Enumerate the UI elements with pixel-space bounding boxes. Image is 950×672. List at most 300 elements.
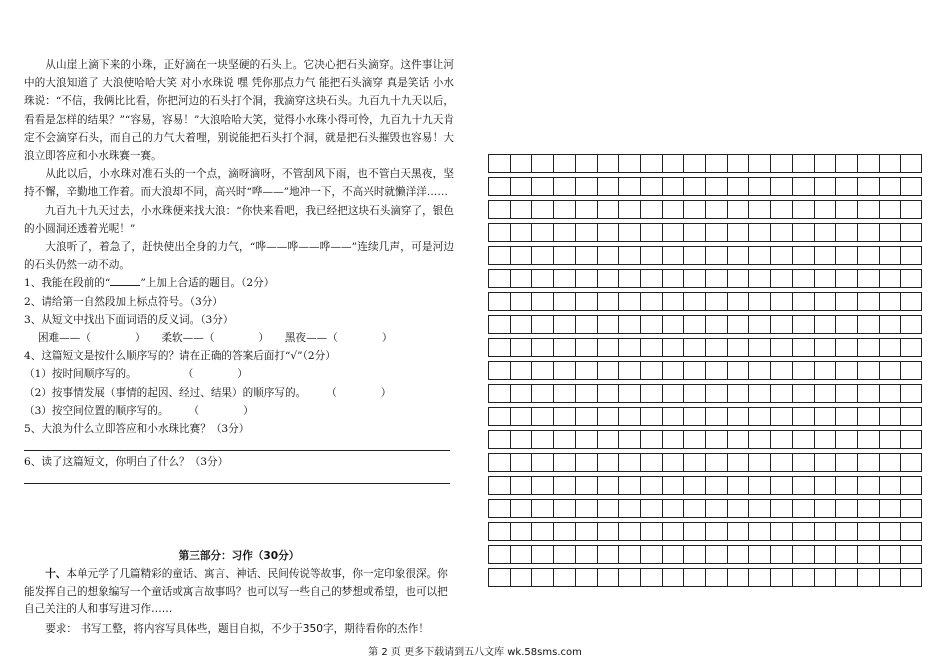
grid-cell[interactable] — [553, 200, 575, 219]
grid-cell[interactable] — [575, 154, 597, 173]
grid-cell[interactable] — [814, 269, 836, 288]
grid-cell[interactable] — [618, 522, 640, 541]
grid-cell[interactable] — [531, 430, 553, 449]
grid-cell[interactable] — [531, 568, 553, 587]
grid-cell[interactable] — [900, 223, 922, 242]
grid-cell[interactable] — [640, 177, 662, 196]
grid-cell[interactable] — [727, 430, 749, 449]
grid-cell[interactable] — [835, 476, 857, 495]
grid-cell[interactable] — [814, 292, 836, 311]
grid-cell[interactable] — [531, 545, 553, 564]
grid-cell[interactable] — [531, 315, 553, 334]
grid-cell[interactable] — [662, 407, 684, 426]
grid-cell[interactable] — [814, 407, 836, 426]
grid-cell[interactable] — [900, 200, 922, 219]
grid-cell[interactable] — [835, 292, 857, 311]
grid-cell[interactable] — [575, 568, 597, 587]
grid-cell[interactable] — [705, 384, 727, 403]
grid-cell[interactable] — [835, 223, 857, 242]
grid-cell[interactable] — [683, 545, 705, 564]
grid-cell[interactable] — [618, 476, 640, 495]
grid-cell[interactable] — [618, 177, 640, 196]
grid-cell[interactable] — [879, 292, 901, 311]
grid-cell[interactable] — [488, 453, 510, 472]
grid-cell[interactable] — [705, 338, 727, 357]
grid-cell[interactable] — [618, 223, 640, 242]
grid-cell[interactable] — [857, 499, 879, 518]
grid-cell[interactable] — [488, 361, 510, 380]
grid-cell[interactable] — [705, 476, 727, 495]
composition-grid[interactable] — [488, 154, 922, 587]
grid-cell[interactable] — [770, 430, 792, 449]
grid-cell[interactable] — [575, 545, 597, 564]
grid-cell[interactable] — [640, 522, 662, 541]
grid-cell[interactable] — [705, 499, 727, 518]
grid-cell[interactable] — [640, 154, 662, 173]
grid-cell[interactable] — [748, 154, 770, 173]
grid-cell[interactable] — [814, 315, 836, 334]
grid-cell[interactable] — [510, 430, 532, 449]
grid-cell[interactable] — [705, 453, 727, 472]
grid-cell[interactable] — [597, 361, 619, 380]
grid-cell[interactable] — [640, 338, 662, 357]
grid-cell[interactable] — [531, 407, 553, 426]
grid-cell[interactable] — [683, 154, 705, 173]
grid-cell[interactable] — [835, 338, 857, 357]
grid-cell[interactable] — [683, 177, 705, 196]
grid-cell[interactable] — [597, 476, 619, 495]
grid-cell[interactable] — [510, 545, 532, 564]
grid-cell[interactable] — [727, 269, 749, 288]
grid-cell[interactable] — [662, 246, 684, 265]
grid-cell[interactable] — [792, 315, 814, 334]
grid-cell[interactable] — [748, 522, 770, 541]
question-6-answer-line[interactable] — [24, 471, 450, 484]
grid-cell[interactable] — [879, 177, 901, 196]
grid-cell[interactable] — [770, 384, 792, 403]
grid-cell[interactable] — [900, 292, 922, 311]
grid-cell[interactable] — [510, 361, 532, 380]
grid-cell[interactable] — [835, 154, 857, 173]
grid-cell[interactable] — [770, 545, 792, 564]
grid-cell[interactable] — [683, 361, 705, 380]
grid-cell[interactable] — [640, 269, 662, 288]
grid-cell[interactable] — [553, 384, 575, 403]
grid-cell[interactable] — [879, 545, 901, 564]
grid-cell[interactable] — [531, 361, 553, 380]
grid-cell[interactable] — [640, 568, 662, 587]
grid-cell[interactable] — [748, 430, 770, 449]
grid-cell[interactable] — [857, 154, 879, 173]
grid-cell[interactable] — [510, 269, 532, 288]
grid-cell[interactable] — [683, 499, 705, 518]
grid-cell[interactable] — [640, 407, 662, 426]
grid-cell[interactable] — [683, 338, 705, 357]
grid-cell[interactable] — [575, 476, 597, 495]
grid-cell[interactable] — [618, 407, 640, 426]
grid-cell[interactable] — [900, 384, 922, 403]
grid-cell[interactable] — [727, 522, 749, 541]
grid-cell[interactable] — [531, 292, 553, 311]
grid-cell[interactable] — [510, 154, 532, 173]
grid-cell[interactable] — [705, 200, 727, 219]
grid-cell[interactable] — [597, 407, 619, 426]
grid-cell[interactable] — [705, 568, 727, 587]
grid-cell[interactable] — [488, 200, 510, 219]
grid-cell[interactable] — [727, 177, 749, 196]
grid-cell[interactable] — [792, 154, 814, 173]
grid-cell[interactable] — [488, 499, 510, 518]
grid-cell[interactable] — [814, 568, 836, 587]
grid-cell[interactable] — [597, 223, 619, 242]
grid-cell[interactable] — [488, 269, 510, 288]
grid-cell[interactable] — [857, 384, 879, 403]
grid-cell[interactable] — [835, 545, 857, 564]
grid-cell[interactable] — [748, 568, 770, 587]
grid-cell[interactable] — [748, 246, 770, 265]
grid-cell[interactable] — [640, 246, 662, 265]
grid-cell[interactable] — [531, 154, 553, 173]
grid-cell[interactable] — [727, 246, 749, 265]
grid-cell[interactable] — [857, 361, 879, 380]
grid-cell[interactable] — [792, 407, 814, 426]
grid-cell[interactable] — [553, 407, 575, 426]
grid-cell[interactable] — [488, 545, 510, 564]
grid-cell[interactable] — [770, 499, 792, 518]
grid-cell[interactable] — [640, 453, 662, 472]
grid-cell[interactable] — [792, 246, 814, 265]
grid-cell[interactable] — [597, 269, 619, 288]
grid-cell[interactable] — [510, 568, 532, 587]
grid-cell[interactable] — [488, 177, 510, 196]
grid-cell[interactable] — [900, 522, 922, 541]
grid-cell[interactable] — [597, 154, 619, 173]
grid-cell[interactable] — [900, 269, 922, 288]
grid-cell[interactable] — [597, 200, 619, 219]
grid-cell[interactable] — [510, 223, 532, 242]
grid-cell[interactable] — [857, 292, 879, 311]
grid-cell[interactable] — [900, 499, 922, 518]
grid-cell[interactable] — [705, 315, 727, 334]
grid-cell[interactable] — [900, 545, 922, 564]
grid-cell[interactable] — [792, 476, 814, 495]
grid-cell[interactable] — [553, 568, 575, 587]
grid-cell[interactable] — [618, 154, 640, 173]
grid-cell[interactable] — [575, 177, 597, 196]
grid-cell[interactable] — [705, 246, 727, 265]
grid-cell[interactable] — [683, 568, 705, 587]
grid-cell[interactable] — [857, 315, 879, 334]
grid-cell[interactable] — [792, 568, 814, 587]
grid-cell[interactable] — [510, 407, 532, 426]
grid-cell[interactable] — [531, 177, 553, 196]
grid-cell[interactable] — [618, 315, 640, 334]
grid-cell[interactable] — [900, 453, 922, 472]
grid-cell[interactable] — [640, 384, 662, 403]
grid-cell[interactable] — [575, 384, 597, 403]
grid-cell[interactable] — [814, 545, 836, 564]
grid-cell[interactable] — [662, 361, 684, 380]
grid-cell[interactable] — [640, 315, 662, 334]
grid-cell[interactable] — [727, 154, 749, 173]
grid-cell[interactable] — [900, 338, 922, 357]
grid-cell[interactable] — [553, 315, 575, 334]
grid-cell[interactable] — [770, 315, 792, 334]
grid-cell[interactable] — [727, 200, 749, 219]
grid-cell[interactable] — [900, 476, 922, 495]
grid-cell[interactable] — [488, 223, 510, 242]
grid-cell[interactable] — [748, 361, 770, 380]
grid-cell[interactable] — [770, 200, 792, 219]
grid-cell[interactable] — [748, 200, 770, 219]
grid-cell[interactable] — [879, 246, 901, 265]
grid-cell[interactable] — [553, 223, 575, 242]
grid-cell[interactable] — [748, 407, 770, 426]
grid-cell[interactable] — [662, 200, 684, 219]
grid-cell[interactable] — [640, 476, 662, 495]
grid-cell[interactable] — [510, 522, 532, 541]
grid-cell[interactable] — [835, 200, 857, 219]
grid-cell[interactable] — [879, 361, 901, 380]
grid-cell[interactable] — [488, 568, 510, 587]
grid-cell[interactable] — [792, 430, 814, 449]
grid-cell[interactable] — [835, 407, 857, 426]
grid-cell[interactable] — [770, 223, 792, 242]
grid-cell[interactable] — [770, 453, 792, 472]
grid-cell[interactable] — [575, 292, 597, 311]
grid-cell[interactable] — [553, 453, 575, 472]
grid-cell[interactable] — [879, 430, 901, 449]
grid-cell[interactable] — [792, 177, 814, 196]
grid-cell[interactable] — [597, 246, 619, 265]
grid-cell[interactable] — [835, 315, 857, 334]
grid-cell[interactable] — [488, 338, 510, 357]
grid-cell[interactable] — [488, 407, 510, 426]
grid-cell[interactable] — [814, 384, 836, 403]
grid-cell[interactable] — [727, 545, 749, 564]
grid-cell[interactable] — [835, 269, 857, 288]
grid-cell[interactable] — [553, 246, 575, 265]
grid-cell[interactable] — [770, 338, 792, 357]
grid-cell[interactable] — [618, 246, 640, 265]
grid-cell[interactable] — [705, 223, 727, 242]
grid-cell[interactable] — [662, 545, 684, 564]
grid-cell[interactable] — [727, 453, 749, 472]
grid-cell[interactable] — [510, 315, 532, 334]
grid-cell[interactable] — [770, 361, 792, 380]
grid-cell[interactable] — [835, 246, 857, 265]
grid-cell[interactable] — [597, 177, 619, 196]
grid-cell[interactable] — [879, 499, 901, 518]
grid-cell[interactable] — [553, 292, 575, 311]
grid-cell[interactable] — [597, 453, 619, 472]
grid-cell[interactable] — [531, 200, 553, 219]
grid-cell[interactable] — [488, 292, 510, 311]
grid-cell[interactable] — [857, 522, 879, 541]
grid-cell[interactable] — [814, 223, 836, 242]
grid-cell[interactable] — [618, 430, 640, 449]
grid-cell[interactable] — [792, 453, 814, 472]
grid-cell[interactable] — [814, 522, 836, 541]
grid-cell[interactable] — [510, 292, 532, 311]
grid-cell[interactable] — [510, 476, 532, 495]
grid-cell[interactable] — [553, 269, 575, 288]
grid-cell[interactable] — [857, 246, 879, 265]
grid-cell[interactable] — [879, 453, 901, 472]
grid-cell[interactable] — [792, 384, 814, 403]
grid-cell[interactable] — [575, 200, 597, 219]
grid-cell[interactable] — [705, 430, 727, 449]
grid-cell[interactable] — [683, 200, 705, 219]
grid-cell[interactable] — [488, 246, 510, 265]
grid-cell[interactable] — [857, 407, 879, 426]
grid-cell[interactable] — [748, 223, 770, 242]
grid-cell[interactable] — [857, 545, 879, 564]
grid-cell[interactable] — [727, 476, 749, 495]
grid-cell[interactable] — [900, 568, 922, 587]
grid-cell[interactable] — [662, 154, 684, 173]
grid-cell[interactable] — [727, 499, 749, 518]
grid-cell[interactable] — [792, 545, 814, 564]
grid-cell[interactable] — [879, 384, 901, 403]
grid-cell[interactable] — [814, 338, 836, 357]
grid-cell[interactable] — [553, 177, 575, 196]
grid-cell[interactable] — [618, 269, 640, 288]
grid-cell[interactable] — [575, 499, 597, 518]
grid-cell[interactable] — [662, 522, 684, 541]
grid-cell[interactable] — [662, 269, 684, 288]
grid-cell[interactable] — [770, 292, 792, 311]
grid-cell[interactable] — [618, 453, 640, 472]
grid-cell[interactable] — [488, 522, 510, 541]
grid-cell[interactable] — [488, 430, 510, 449]
grid-cell[interactable] — [792, 338, 814, 357]
grid-cell[interactable] — [683, 453, 705, 472]
grid-cell[interactable] — [835, 568, 857, 587]
grid-cell[interactable] — [879, 154, 901, 173]
grid-cell[interactable] — [683, 384, 705, 403]
grid-cell[interactable] — [488, 154, 510, 173]
grid-cell[interactable] — [748, 499, 770, 518]
grid-cell[interactable] — [727, 223, 749, 242]
grid-cell[interactable] — [835, 453, 857, 472]
grid-cell[interactable] — [814, 246, 836, 265]
grid-cell[interactable] — [770, 177, 792, 196]
grid-cell[interactable] — [662, 499, 684, 518]
grid-cell[interactable] — [900, 361, 922, 380]
grid-cell[interactable] — [662, 177, 684, 196]
grid-cell[interactable] — [857, 453, 879, 472]
grid-cell[interactable] — [814, 430, 836, 449]
grid-cell[interactable] — [531, 522, 553, 541]
grid-cell[interactable] — [575, 338, 597, 357]
grid-cell[interactable] — [575, 361, 597, 380]
grid-cell[interactable] — [488, 476, 510, 495]
grid-cell[interactable] — [835, 361, 857, 380]
grid-cell[interactable] — [770, 568, 792, 587]
grid-cell[interactable] — [553, 545, 575, 564]
grid-cell[interactable] — [575, 407, 597, 426]
grid-cell[interactable] — [814, 154, 836, 173]
grid-cell[interactable] — [705, 269, 727, 288]
grid-cell[interactable] — [531, 476, 553, 495]
grid-cell[interactable] — [662, 453, 684, 472]
grid-cell[interactable] — [879, 200, 901, 219]
grid-cell[interactable] — [597, 430, 619, 449]
grid-cell[interactable] — [835, 430, 857, 449]
grid-cell[interactable] — [705, 292, 727, 311]
grid-cell[interactable] — [748, 269, 770, 288]
grid-cell[interactable] — [835, 522, 857, 541]
grid-cell[interactable] — [748, 384, 770, 403]
grid-cell[interactable] — [531, 246, 553, 265]
grid-cell[interactable] — [727, 292, 749, 311]
grid-cell[interactable] — [640, 292, 662, 311]
grid-cell[interactable] — [531, 223, 553, 242]
grid-cell[interactable] — [857, 223, 879, 242]
grid-cell[interactable] — [575, 246, 597, 265]
grid-cell[interactable] — [575, 430, 597, 449]
grid-cell[interactable] — [683, 292, 705, 311]
grid-cell[interactable] — [857, 200, 879, 219]
grid-cell[interactable] — [835, 384, 857, 403]
grid-cell[interactable] — [770, 269, 792, 288]
grid-cell[interactable] — [748, 177, 770, 196]
grid-cell[interactable] — [640, 361, 662, 380]
grid-cell[interactable] — [510, 200, 532, 219]
grid-cell[interactable] — [792, 499, 814, 518]
grid-cell[interactable] — [857, 430, 879, 449]
grid-cell[interactable] — [597, 292, 619, 311]
question-5-answer-line[interactable] — [24, 438, 450, 451]
grid-cell[interactable] — [770, 154, 792, 173]
grid-cell[interactable] — [683, 246, 705, 265]
grid-cell[interactable] — [879, 315, 901, 334]
grid-cell[interactable] — [748, 453, 770, 472]
grid-cell[interactable] — [575, 522, 597, 541]
grid-cell[interactable] — [618, 200, 640, 219]
grid-cell[interactable] — [683, 315, 705, 334]
grid-cell[interactable] — [683, 430, 705, 449]
title-blank[interactable] — [110, 275, 140, 286]
grid-cell[interactable] — [575, 269, 597, 288]
grid-cell[interactable] — [510, 338, 532, 357]
grid-cell[interactable] — [727, 361, 749, 380]
grid-cell[interactable] — [640, 200, 662, 219]
grid-cell[interactable] — [879, 568, 901, 587]
grid-cell[interactable] — [510, 453, 532, 472]
grid-cell[interactable] — [900, 177, 922, 196]
grid-cell[interactable] — [792, 361, 814, 380]
grid-cell[interactable] — [553, 154, 575, 173]
grid-cell[interactable] — [553, 476, 575, 495]
grid-cell[interactable] — [857, 568, 879, 587]
grid-cell[interactable] — [488, 315, 510, 334]
grid-cell[interactable] — [814, 200, 836, 219]
grid-cell[interactable] — [597, 499, 619, 518]
grid-cell[interactable] — [900, 154, 922, 173]
grid-cell[interactable] — [792, 292, 814, 311]
grid-cell[interactable] — [705, 177, 727, 196]
grid-cell[interactable] — [770, 407, 792, 426]
grid-cell[interactable] — [662, 430, 684, 449]
grid-cell[interactable] — [748, 292, 770, 311]
grid-cell[interactable] — [618, 545, 640, 564]
grid-cell[interactable] — [814, 499, 836, 518]
grid-cell[interactable] — [662, 568, 684, 587]
grid-cell[interactable] — [662, 292, 684, 311]
grid-cell[interactable] — [879, 476, 901, 495]
